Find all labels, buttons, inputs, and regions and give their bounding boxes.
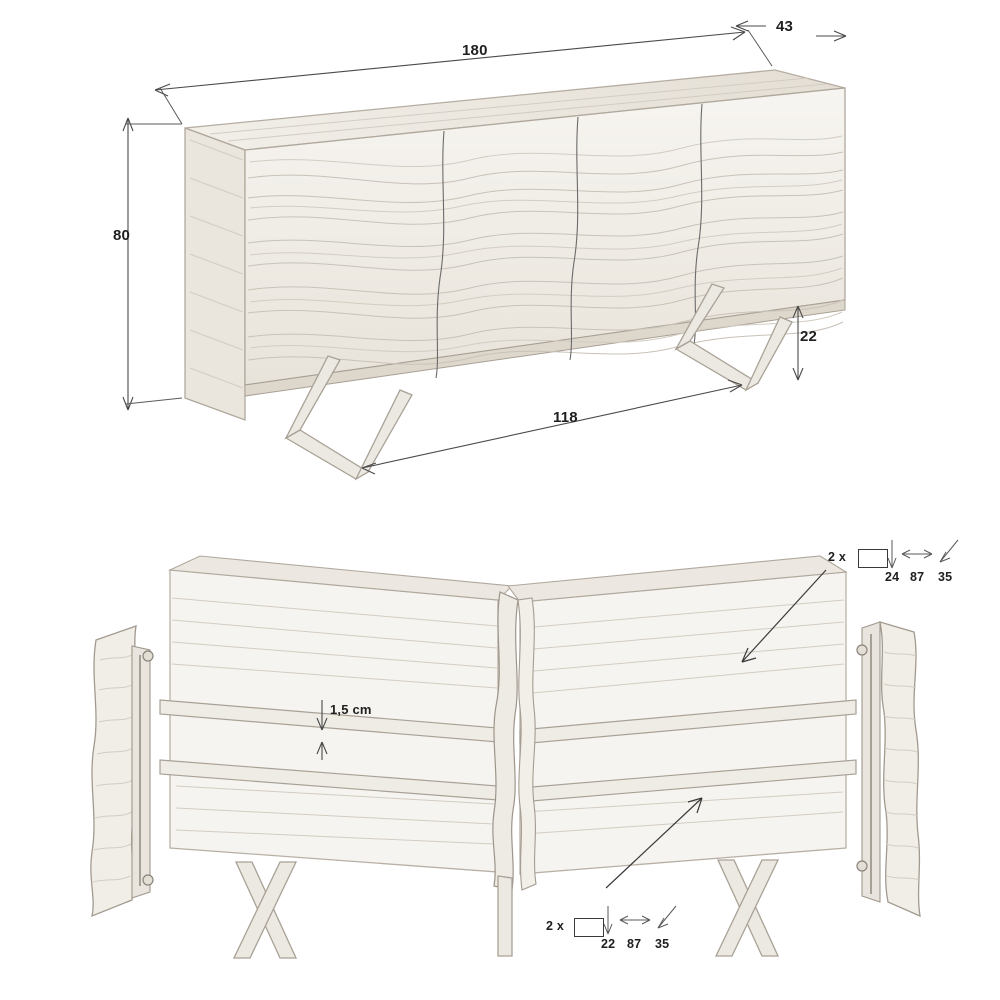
hinge-bottom-left-icon [143, 875, 153, 885]
dim-label-base-width: 118 [553, 409, 578, 426]
callout-upper-value-depth: 35 [938, 570, 953, 584]
dim-label-width: 180 [462, 42, 488, 59]
hinge-bottom-right-icon [857, 861, 867, 871]
dim-label-height: 80 [113, 227, 131, 244]
callout-upper-symbols [888, 540, 958, 568]
hinge-top-left-icon [143, 651, 153, 661]
center-door-second [518, 598, 536, 890]
callout-lower-value-width: 87 [627, 937, 642, 951]
door-left-open [91, 626, 137, 916]
hinge-top-right-icon [857, 645, 867, 655]
door-left-inner-board [132, 646, 150, 898]
callout-lower-quantity: 2 x [546, 919, 564, 933]
callout-upper-value-width: 87 [910, 570, 925, 584]
door-right-open [880, 622, 920, 916]
callout-upper-quantity: 2 x [828, 550, 846, 564]
callout-upper-value-height: 24 [885, 570, 900, 584]
dim-label-shelf-thickness: 1,5 cm [330, 702, 372, 717]
shelf-box-icon-lower [574, 918, 604, 937]
callout-lower-symbols [604, 906, 676, 934]
shelf-box-icon-upper [858, 549, 888, 568]
callout-lower-value-height: 22 [601, 937, 616, 951]
callout-lower-value-depth: 35 [655, 937, 670, 951]
dim-label-depth: 43 [776, 18, 794, 35]
dim-label-leg-height: 22 [800, 328, 818, 345]
leg-center [498, 876, 512, 956]
